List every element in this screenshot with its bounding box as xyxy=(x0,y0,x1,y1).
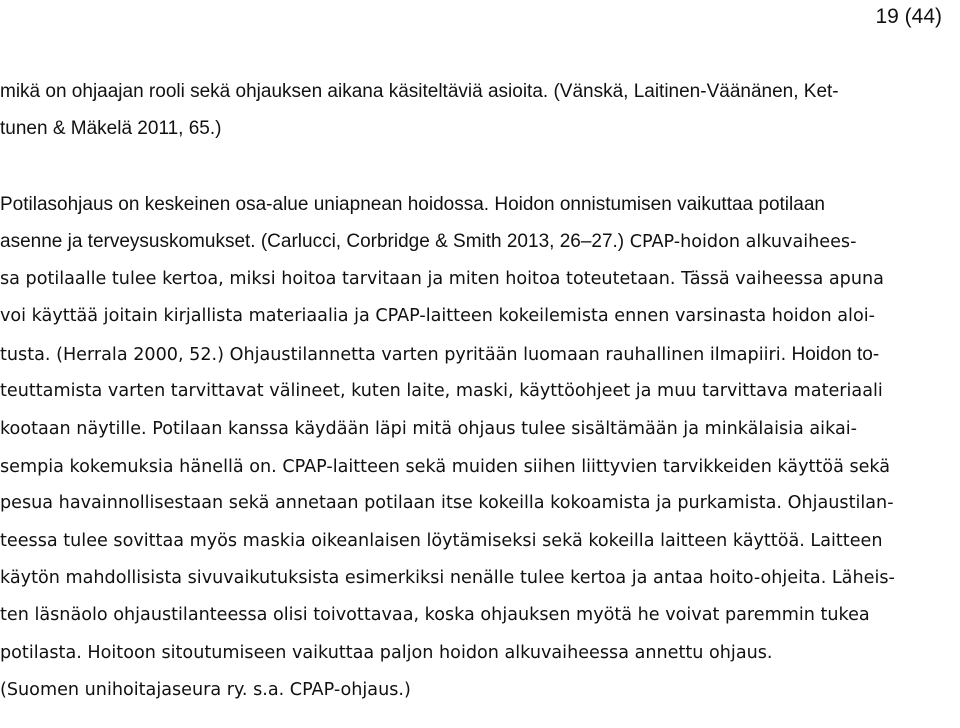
text-line: tunen & Mäkelä 2011, 65.) xyxy=(0,118,222,140)
text-line: (Suomen unihoitajaseura ry. s.a. CPAP-ohjaus.) xyxy=(0,680,411,701)
text-segment: CPAP-laitteen sekä muiden siihen liittyvien tarvikkeiden käyttöä sekä xyxy=(276,456,891,477)
text-line: ten läsnäolo ohjaustilanteessa olisi toivottavaa, koska ohjauksen myötä he voivat paremmin tukea xyxy=(0,605,870,626)
text-line: teuttamista varten tarvittavat välineet, kuten laite, maski, käyttöohjeet ja muu tarvittava materiaali xyxy=(0,380,883,401)
text-line xyxy=(0,223,960,260)
text-line: pesua havainnollisestaan sekä annetaan potilaan itse kokeilla kokoamista ja purkamista. Ohjaustilan- xyxy=(0,493,894,514)
text-segment: tusta. (Herrala 2000, 52.) Ohjaustilannetta varten pyritään luomaan rauhallinen ilmapiiri. xyxy=(0,344,787,365)
text-line xyxy=(0,448,960,485)
text-line xyxy=(0,336,960,373)
text-line: Potilasohjaus on keskeinen osa-alue uniapnean hoidossa. Hoidon onnistumisen vaikuttaa potilaan xyxy=(0,194,825,215)
paragraph-1 xyxy=(0,73,960,148)
text-segment: asenne ja terveysuskomukset. (Carlucci, Corbridge & Smith 2013, 26–27.) xyxy=(0,231,625,253)
text-line: sa potilaalle tulee kertoa, miksi hoitoa tarvitaan ja miten hoitoa toteutetaan. Tässä vaiheessa apuna xyxy=(0,268,884,289)
text-segment: sempia kokemuksia hänellä on. xyxy=(0,456,277,477)
text-line: käytön mahdollisista sivuvaikutuksista esimerkiksi nenälle tulee kertoa ja antaa hoito-ohjeita. Läheis- xyxy=(0,567,895,588)
text-line: teessa tulee sovittaa myös maskia oikeanlaisen löytämiseksi sekä kokeilla laitteen käyttöä. Laitteen xyxy=(0,530,883,551)
text-segment: kootaan näytille. xyxy=(0,419,147,440)
text-segment: Hoidon to- xyxy=(786,343,880,365)
text-line: mikä on ohjaajan rooli sekä ohjauksen aikana käsiteltäviä asioita. (Vänskä, Laitinen-Väänänen, Ket- xyxy=(0,81,839,102)
text-segment: CPAP-hoidon alkuvaihees- xyxy=(624,232,857,253)
text-line xyxy=(0,410,960,447)
page-number: 19 (44) xyxy=(875,5,942,28)
text-segment: Potilaan kanssa käydään läpi mitä ohjaus tulee sisältämään ja minkälaisia aikai- xyxy=(146,419,857,440)
text-line: potilasta. Hoitoon sitoutumiseen vaikuttaa paljon hoidon alkuvaiheessa annettu ohjaus. xyxy=(0,642,773,663)
text-line: voi käyttää joitain kirjallista materiaalia ja CPAP-laitteen kokeilemista ennen varsinasta hoidon aloi- xyxy=(0,306,875,327)
paragraph-2 xyxy=(0,186,960,709)
